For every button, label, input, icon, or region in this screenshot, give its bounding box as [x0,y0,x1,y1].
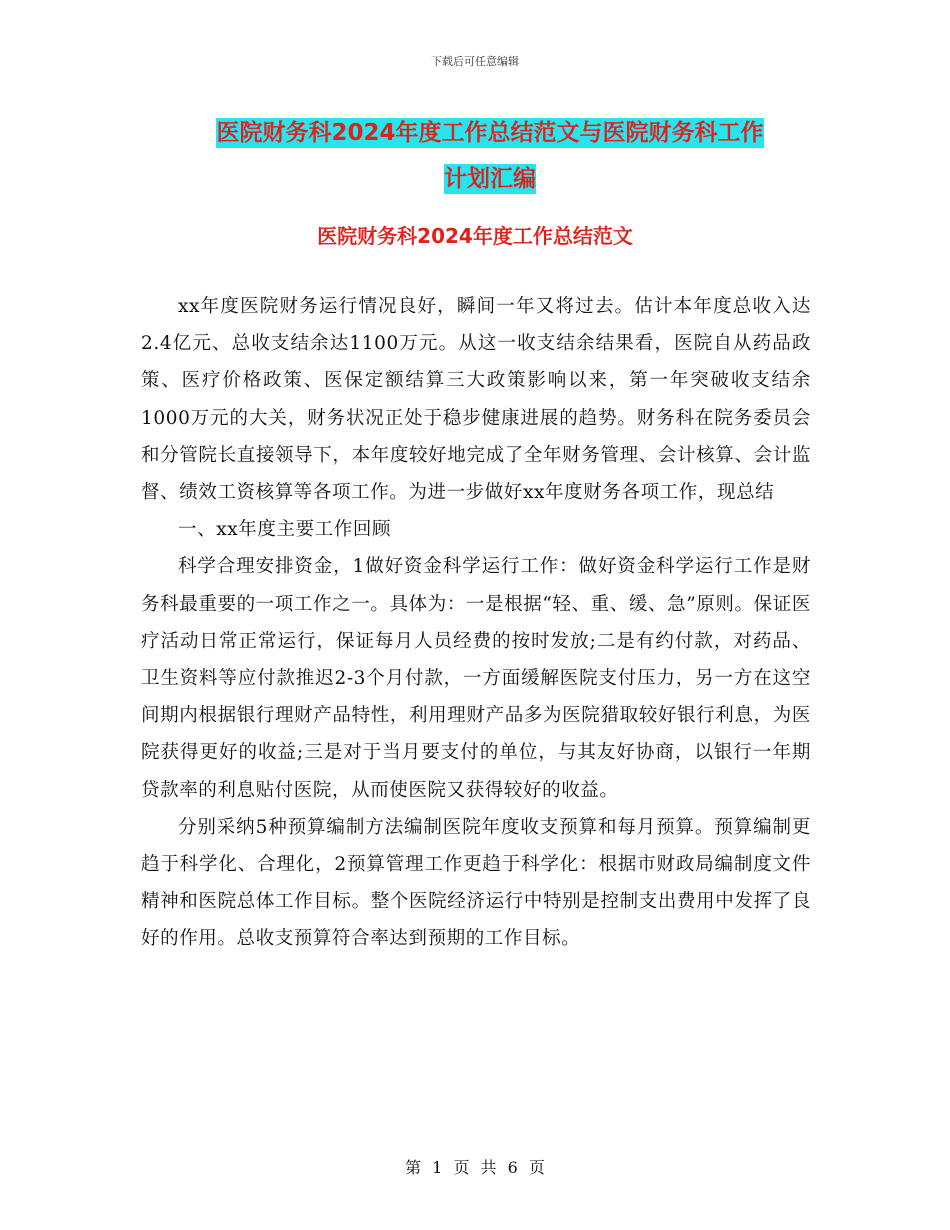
page-number: 第 1 页 共 6 页 [405,1158,545,1177]
paragraph-funds: 科学合理安排资金，1做好资金科学运行工作：做好资金科学运行工作是财务科最重要的一项工作之一。具体为：一是根据“轻、重、缓、急”原则。保证医疗活动日常正常运行，保证每月人员经费的按时发放;二是有约付款，对药品、卫生资料等应付款推迟2-3个月付款，一方面缓解医院支付压力，另一方在这空间期内根据银行理财产品特性，利用理财产品多为医院猎取较好银行利息，为医院获得更好的收益;三是对于当月要支付的单位，与其友好协商，以银行一年期贷款率的利息贴付医院，从而使医院又获得较好的收益。 [141,556,811,801]
paragraph-intro: xx年度医院财务运行情况良好，瞬间一年又将过去。估计本年度总收入达2.4亿元、总收支结余达1100万元。从这一收支结余结果看，医院自从药品政策、医疗价格政策、医保定额结算三大政策影响以来，第一年突破收支结余1000万元的大关，财务状况正处于稳步健康进展的趋势。财务科在院务委员会和分管院长直接领导下，本年度较好地完成了全年财务管理、会计核算、会计监督、绩效工资核算等各项工作。为进一步做好xx年度财务各项工作，现总结 [141,296,811,504]
document-body [141,288,811,958]
paragraph-budget: 分别采纳5种预算编制方法编制医院年度收支预算和每月预算。预算编制更趋于科学化、合理化，2预算管理工作更趋于科学化：根据市财政局编制度文件精神和医院总体工作目标。整个医院经济运行中特别是控制支出费用中发挥了良好的作用。总收支预算符合率达到预期的工作目标。 [141,816,811,950]
paragraph-heading-review: 一、xx年度主要工作回顾 [178,519,392,541]
section-title: 医院财务科2024年度工作总结范文 [317,224,633,248]
document-title [140,110,840,202]
document-title-line-2: 计划汇编 [444,166,536,192]
download-note: 下载后可任意编辑 [431,55,519,68]
document-title-line-1: 医院财务科2024年度工作总结范文与医院财务科工作 [216,120,764,146]
